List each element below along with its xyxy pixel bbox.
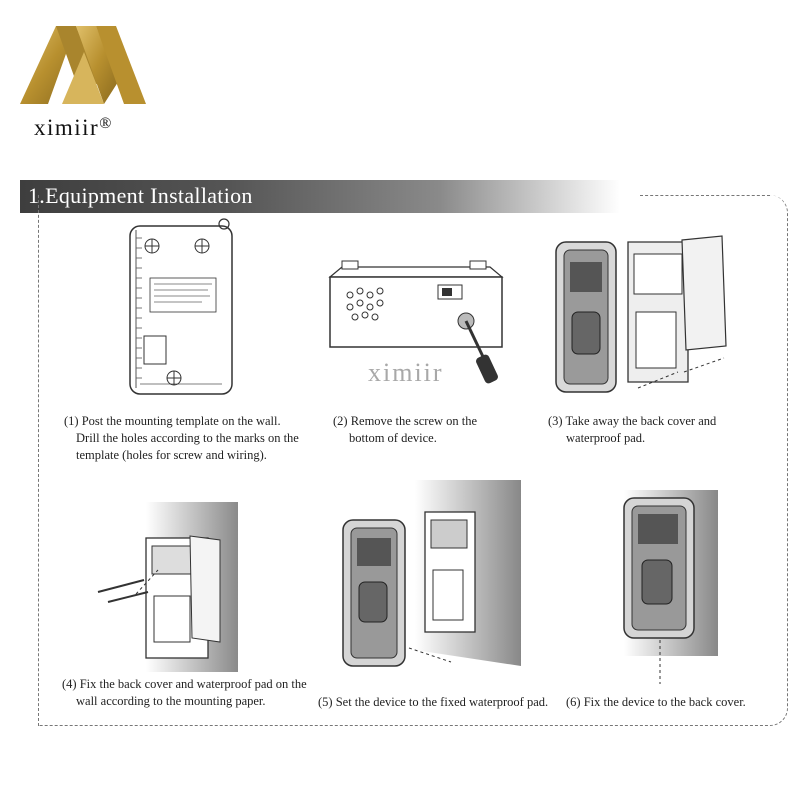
watermark-text: ximiir bbox=[368, 358, 444, 387]
step-5-set-device-illustration bbox=[335, 476, 525, 681]
logo-wordmark: ximiir® bbox=[34, 115, 113, 140]
step-1-caption: (1) Post the mounting template on the wall. Drill the holes according to the marks on the template (holes for screw and wiring). bbox=[64, 414, 299, 462]
step-6-caption: (6) Fix the device to the back cover. bbox=[566, 695, 746, 709]
frame-top-divider bbox=[640, 195, 770, 196]
step-4-fix-cover-illustration bbox=[88, 500, 238, 675]
logo-mark-icon bbox=[18, 22, 148, 112]
step-5-caption: (5) Set the device to the fixed waterproof pad. bbox=[318, 695, 549, 709]
step-1-template-illustration bbox=[122, 218, 242, 398]
step-3-disassemble-illustration bbox=[548, 232, 738, 402]
step-3-caption: (3) Take away the back cover and waterproof pad. bbox=[548, 414, 717, 445]
section-title: 1.Equipment Installation bbox=[28, 183, 253, 208]
step-2-caption: (2) Remove the screw on the bottom of device. bbox=[333, 414, 478, 445]
brand-logo bbox=[18, 22, 153, 140]
step-4-caption: (4) Fix the back cover and waterproof pad on the wall according to the mounting paper. bbox=[62, 677, 307, 708]
step-6-fix-device-illustration bbox=[602, 488, 722, 688]
